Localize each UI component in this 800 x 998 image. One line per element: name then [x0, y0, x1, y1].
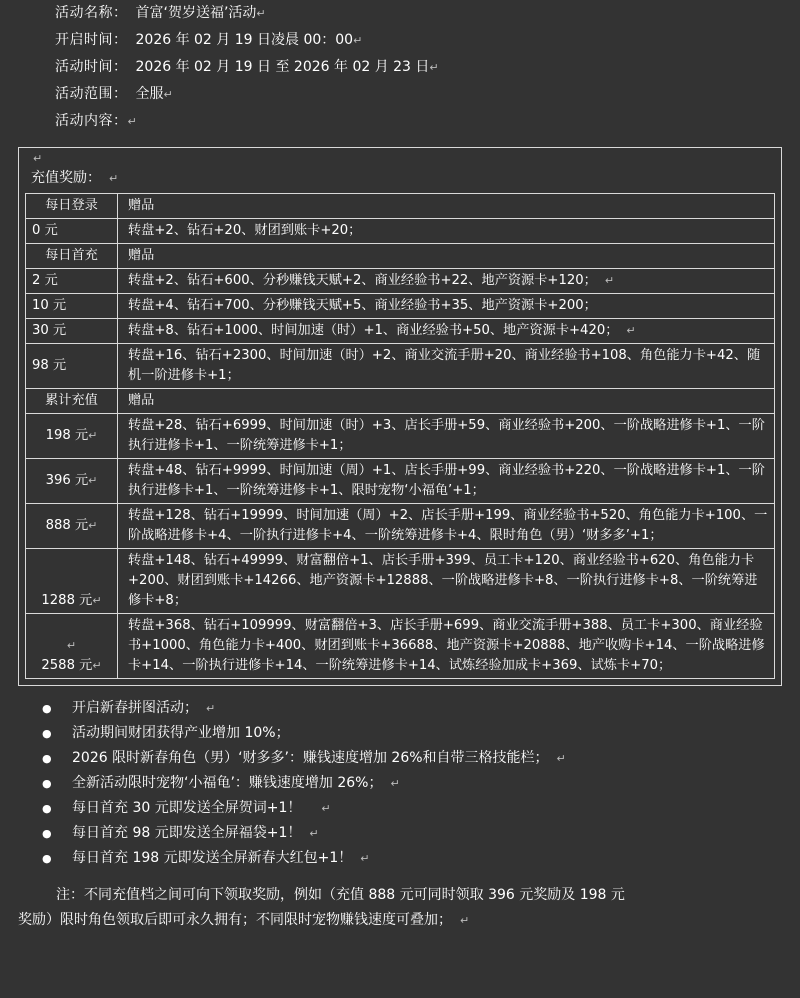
table-row — [26, 344, 775, 389]
tier-cell: 每日首充 — [26, 244, 118, 269]
list-item-label: 活动期间财团获得产业增加 10%； — [72, 725, 290, 741]
tier-cell — [26, 614, 118, 679]
list-item-label: 2026 限时新春角色（男）‘财多多’：赚钱速度增加 26%和自带三格技能栏； — [72, 750, 549, 766]
paragraph-mark-icon: ↵ — [353, 34, 363, 47]
table-row — [26, 459, 775, 504]
tier-text: 396 元 — [45, 473, 89, 488]
meta-row-activity-name — [55, 0, 800, 27]
reward-cell — [118, 319, 775, 344]
list-item — [30, 796, 800, 821]
reward-cell: 赠品 — [118, 194, 775, 219]
reward-table — [25, 193, 775, 679]
meta-row-scope — [55, 81, 800, 108]
tier-cell: 累计充值 — [26, 389, 118, 414]
tier-text: 198 元 — [45, 428, 89, 443]
tier-cell — [26, 504, 118, 549]
paragraph-mark-icon: ↵ — [556, 752, 566, 765]
footer-note-line1: 注：不同充值档之间可向下领取奖励，例如（充值 888 元可同时领取 396 元奖励及 198 元 — [56, 887, 625, 903]
tier-cell: 98 元 — [26, 344, 118, 389]
meta-value-duration: 2026 年 02 月 19 日 至 2026 年 02 月 23 日 — [135, 59, 430, 75]
table-row — [26, 504, 775, 549]
footer-note-line2-wrap — [18, 908, 782, 933]
meta-label-duration: 活动时间： — [55, 59, 128, 75]
paragraph-mark-icon: ↵ — [33, 152, 43, 165]
paragraph-mark-icon: ↵ — [321, 802, 331, 815]
meta-value-start-time: 2026 年 02 月 19 日凌晨 00：00 — [135, 32, 354, 48]
table-row — [26, 319, 775, 344]
table-row — [26, 549, 775, 614]
paragraph-mark-icon: ↵ — [460, 914, 470, 927]
table-row — [26, 244, 775, 269]
table-row — [26, 294, 775, 319]
paragraph-mark-icon: ↵ — [604, 274, 615, 287]
tier-cell: 2 元 — [26, 269, 118, 294]
paragraph-mark-icon: ↵ — [88, 519, 98, 532]
meta-value-activity-name: 首富‘贺岁送福’活动 — [135, 5, 257, 21]
reward-cell — [118, 269, 775, 294]
meta-label-start-time: 开启时间： — [55, 32, 128, 48]
tier-cell — [26, 549, 118, 614]
paragraph-mark-icon: ↵ — [92, 594, 102, 607]
tier-cell: 0 元 — [26, 219, 118, 244]
meta-label-scope: 活动范围： — [55, 86, 128, 102]
paragraph-mark-icon: ↵ — [429, 61, 439, 74]
reward-cell: 赠品 — [118, 244, 775, 269]
list-item — [30, 721, 800, 746]
meta-row-start-time — [55, 27, 800, 54]
table-row — [26, 414, 775, 459]
meta-label-activity-name: 活动名称： — [55, 5, 128, 21]
activity-detail-list — [0, 696, 800, 871]
footer-note — [18, 883, 782, 933]
reward-text: 转盘+8、钻石+1000、时间加速（时）+1、商业经验书+50、地产资源卡+420； — [128, 323, 619, 338]
tier-cell: 每日登录 — [26, 194, 118, 219]
paragraph-mark-icon: ↵ — [390, 777, 400, 790]
meta-row-duration — [55, 54, 800, 81]
table-row — [26, 219, 775, 244]
list-item-label: 每日首充 98 元即发送全屏福袋+1！ — [72, 825, 302, 841]
list-item — [30, 821, 800, 846]
reward-title-text: 充值奖励： — [31, 170, 101, 186]
paragraph-mark-icon: ↵ — [626, 324, 636, 337]
meta-value-scope: 全服 — [135, 86, 164, 102]
tier-cell: 10 元 — [26, 294, 118, 319]
meta-label-content: 活动内容： — [55, 113, 128, 129]
tier-cell: 30 元 — [26, 319, 118, 344]
reward-cell: 转盘+368、钻石+109999、财富翻倍+3、店长手册+699、商业交流手册+388、员工卡+300、商业经验书+1000、角色能力卡+400、财团到账卡+36688、地产资源卡+20888、地产收购卡+14、一阶战略进修卡+14、一阶执行进修卡+14、一阶统筹进修卡+14、试炼经验加成卡+369、试炼卡+70； — [118, 614, 775, 679]
reward-cell: 转盘+48、钻石+9999、时间加速（周）+1、店长手册+99、商业经验书+220、一阶战略进修卡+1、一阶执行进修卡+1、一阶统筹进修卡+1、限时宠物‘小福龟’+1； — [118, 459, 775, 504]
paragraph-mark-icon: ↵ — [127, 115, 137, 128]
reward-cell: 转盘+28、钻石+6999、时间加速（时）+3、店长手册+59、商业经验书+200、一阶战略进修卡+1、一阶执行进修卡+1、一阶统筹进修卡+1； — [118, 414, 775, 459]
tier-cell — [26, 459, 118, 504]
reward-table-title — [25, 166, 775, 191]
reward-cell: 转盘+16、钻石+2300、时间加速（时）+2、商业交流手册+20、商业经验书+108、角色能力卡+42、随机一阶进修卡+1； — [118, 344, 775, 389]
reward-cell: 转盘+148、钻石+49999、财富翻倍+1、店长手册+399、员工卡+120、商业经验书+620、角色能力卡+200、财团到账卡+14266、地产资源卡+12888、一阶战略进修卡+8、一阶执行进修卡+8、一阶统筹进修卡+8； — [118, 549, 775, 614]
table-row — [26, 389, 775, 414]
reward-cell: 转盘+4、钻石+700、分秒赚钱天赋+5、商业经验书+35、地产资源卡+200； — [118, 294, 775, 319]
paragraph-mark-icon: ↵ — [206, 702, 216, 715]
footer-note-line2: 奖励）限时角色领取后即可永久拥有；不同限时宠物赚钱速度可叠加； — [18, 912, 452, 928]
paragraph-mark-icon: ↵ — [88, 474, 98, 487]
paragraph-mark-icon: ↵ — [88, 429, 98, 442]
reward-cell: 赠品 — [118, 389, 775, 414]
tier-cell — [26, 414, 118, 459]
paragraph-mark-icon: ↵ — [309, 827, 319, 840]
tier-text: 888 元 — [45, 518, 89, 533]
paragraph-mark-icon: ↵ — [66, 639, 77, 652]
tier-text: 1288 元 — [41, 593, 93, 608]
paragraph-mark-icon: ↵ — [109, 172, 119, 185]
table-row — [26, 269, 775, 294]
paragraph-mark-icon: ↵ — [163, 88, 173, 101]
paragraph-mark-icon: ↵ — [92, 659, 102, 672]
reward-cell: 转盘+2、钻石+20、财团到账卡+20； — [118, 219, 775, 244]
reward-text: 转盘+2、钻石+600、分秒赚钱天赋+2、商业经验书+22、地产资源卡+120； — [128, 273, 597, 288]
list-item-label: 开启新春拼图活动； — [72, 700, 198, 716]
reward-table-container — [18, 147, 782, 686]
reward-cell: 转盘+128、钻石+19999、时间加速（周）+2、店长手册+199、商业经验书+520、角色能力卡+100、一阶战略进修卡+4、一阶执行进修卡+4、一阶统筹进修卡+4、限时角色（男）‘财多多’+1； — [118, 504, 775, 549]
list-item-label: 全新活动限时宠物‘小福龟’：赚钱速度增加 26%； — [72, 775, 383, 791]
list-item — [30, 771, 800, 796]
table-row — [26, 614, 775, 679]
paragraph-mark-icon: ↵ — [360, 852, 370, 865]
list-item — [30, 846, 800, 871]
meta-row-content — [55, 108, 800, 135]
list-item — [30, 696, 800, 721]
list-item — [30, 746, 800, 771]
tier-text: 2588 元 — [41, 658, 93, 673]
activity-meta-block — [0, 0, 800, 135]
list-item-label: 每日首充 198 元即发送全屏新春大红包+1！ — [72, 850, 353, 866]
paragraph-mark-icon: ↵ — [256, 7, 266, 20]
table-row — [26, 194, 775, 219]
list-item-label: 每日首充 30 元即发送全屏贺词+1！ — [72, 800, 302, 816]
